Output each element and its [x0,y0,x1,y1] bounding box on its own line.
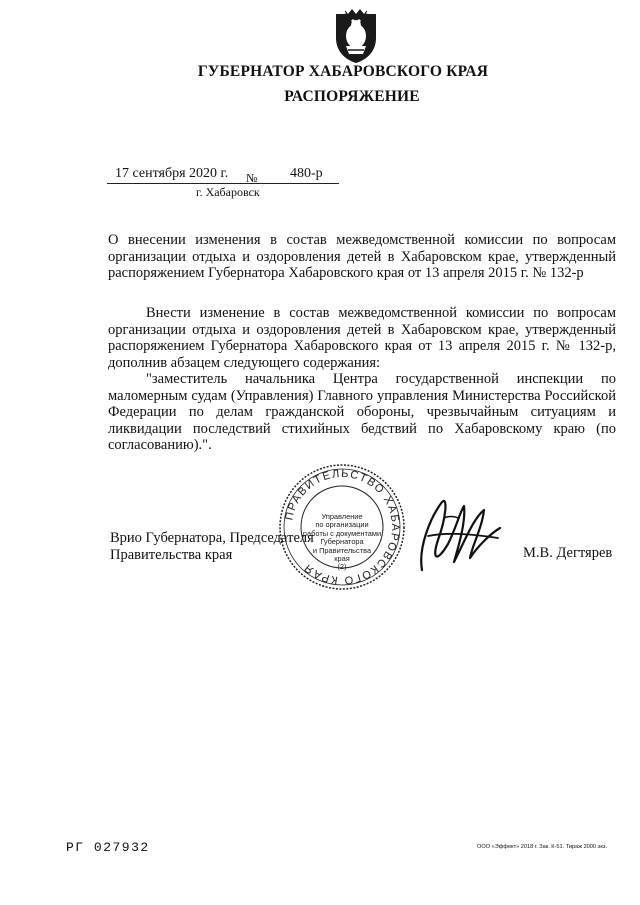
document-body [108,305,616,454]
seal-line: Губернатора [320,537,364,547]
position-line: Правительства края [110,546,233,563]
city: г. Хабаровск [196,185,260,199]
seal-line: и Правительства [312,545,372,555]
coat-of-arms-icon [333,8,379,64]
registration-number: РГ 027932 [66,840,150,855]
body-paragraph-quote: "заместитель начальника Центра государственной инспекции по маломерным судам (Управления) Главного управления Министерства Российской Федерации по делам гражданской обороны, чрезвычайным ситуациям и ликвидации последствий стихийных бедствий по Хабаровскому краю (по согласованию).". [108,371,616,453]
subject-heading: О внесении изменения в состав межведомственной комиссии по вопросам организации отдыха и оздоровления детей в Хабаровском крае, утвержденный распоряжением Губернатора Хабаровского края от 13 апреля 2015 г. № 132-р [108,232,616,281]
seal-line: Управление [321,512,363,521]
body-paragraph: Внести изменение в состав межведомственной комиссии по вопросам организации отдыха и оздоровления детей в Хабаровском крае, утвержденный распоряжением Губернатора Хабаровского края от 13 апреля 2015 г. № 132-р, дополнив абзацем следующего содержания: [108,305,616,371]
seal-inner-text [302,513,382,572]
signatory-name: М.В. Дегтярев [523,545,613,561]
number-sign: № [246,171,258,185]
handwritten-signature [408,488,508,583]
seal-ring-text: ПРАВИТЕЛЬСТВО ХАБАРОВСКОГО КРАЯ [283,467,402,587]
issuer-title: ГУБЕРНАТОР ХАБАРОВСКОГО КРАЯ [197,63,489,80]
document-date: 17 сентября 2020 г. [115,166,229,181]
position-line: Врио Губернатора, Председателя [110,530,314,546]
seal-line: по организации [315,520,369,530]
date-number-line [107,165,339,184]
printer-imprint: ООО «Эффект» 2018 г. Зак. К-51. Тираж 2000 экз. [477,844,608,850]
document-type: РАСПОРЯЖЕНИЕ [284,88,420,105]
document-number: 480-р [290,166,323,181]
seal-line: (2) [337,562,347,572]
seal-line: работы с документами [302,528,382,538]
signatory-position [110,530,314,563]
seal-line: края [334,554,350,564]
